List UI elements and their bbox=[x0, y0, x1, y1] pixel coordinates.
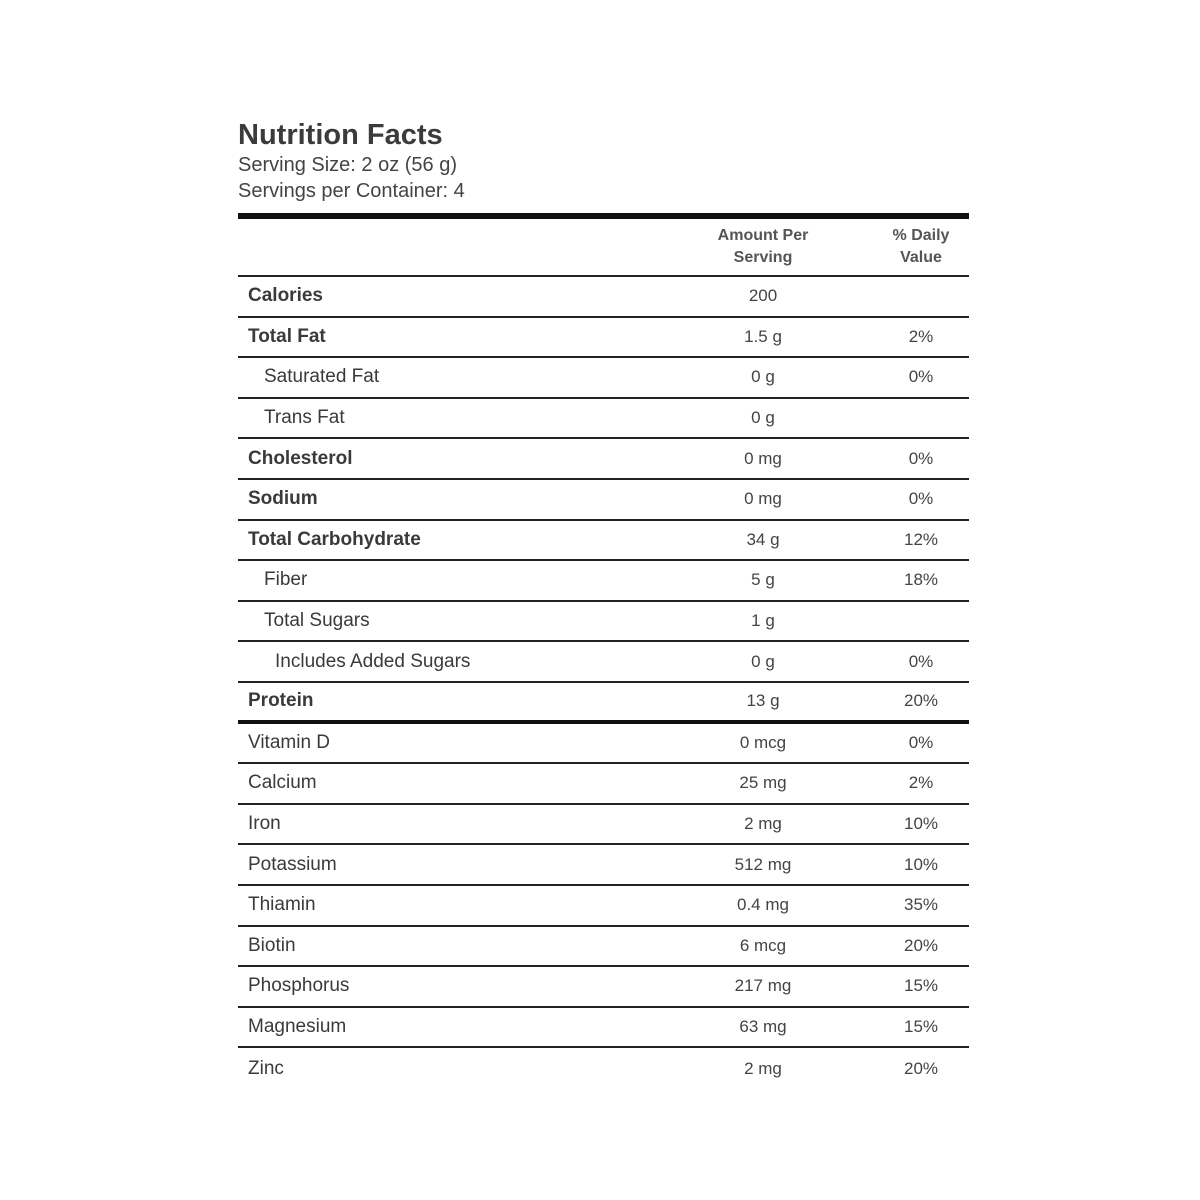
serving-size: Serving Size: 2 oz (56 g) bbox=[238, 154, 457, 176]
nutrient-name: Total Carbohydrate bbox=[248, 528, 421, 550]
nutrient-name: Zinc bbox=[248, 1057, 284, 1079]
table-row bbox=[238, 480, 969, 521]
nutrient-name: Saturated Fat bbox=[264, 366, 380, 388]
nutrient-daily-value: 12% bbox=[903, 529, 939, 549]
nutrient-amount: 200 bbox=[748, 286, 778, 306]
table-row bbox=[238, 642, 969, 683]
nutrient-rows bbox=[238, 277, 969, 1089]
nutrient-amount: 5 g bbox=[751, 570, 775, 590]
nutrient-daily-value: 0% bbox=[908, 732, 934, 752]
header-daily-value-label: % Daily Value bbox=[892, 227, 950, 266]
nutrient-amount: 34 g bbox=[746, 529, 780, 549]
table-row bbox=[238, 724, 969, 765]
nutrient-name: Calcium bbox=[248, 772, 317, 794]
nutrient-name: Fiber bbox=[264, 569, 308, 591]
nutrient-amount: 13 g bbox=[746, 691, 780, 711]
nutrient-amount: 6 mcg bbox=[739, 935, 787, 955]
nutrient-amount: 0 g bbox=[751, 651, 775, 671]
table-row bbox=[238, 318, 969, 359]
nutrient-amount: 217 mg bbox=[734, 976, 792, 996]
nutrient-amount: 2 mg bbox=[744, 1058, 782, 1078]
nutrition-facts-label bbox=[238, 118, 969, 1089]
nutrient-name: Biotin bbox=[248, 934, 296, 956]
nutrient-daily-value: 18% bbox=[903, 570, 939, 590]
nutrient-name: Includes Added Sugars bbox=[275, 650, 471, 672]
nutrient-daily-value: 10% bbox=[903, 854, 939, 874]
nutrient-name: Trans Fat bbox=[264, 407, 345, 429]
label-title: Nutrition Facts bbox=[238, 119, 443, 151]
nutrient-name: Total Sugars bbox=[264, 610, 370, 632]
servings-per-container: Servings per Container: 4 bbox=[238, 180, 465, 202]
nutrient-amount: 0 g bbox=[751, 408, 775, 428]
nutrient-daily-value: 10% bbox=[903, 814, 939, 834]
table-row bbox=[238, 683, 969, 724]
nutrient-name: Vitamin D bbox=[248, 731, 331, 753]
nutrient-amount: 63 mg bbox=[739, 1016, 787, 1036]
table-row bbox=[238, 1048, 969, 1089]
table-row bbox=[238, 764, 969, 805]
nutrient-name: Iron bbox=[248, 813, 281, 835]
nutrient-daily-value: 35% bbox=[903, 895, 939, 915]
table-row bbox=[238, 967, 969, 1008]
nutrient-daily-value: 0% bbox=[908, 489, 934, 509]
header-amount-per-serving bbox=[653, 225, 873, 269]
nutrient-amount: 0.4 mg bbox=[737, 895, 789, 915]
nutrient-daily-value: 15% bbox=[903, 1016, 939, 1036]
nutrient-daily-value: 2% bbox=[908, 326, 934, 346]
table-row bbox=[238, 1008, 969, 1049]
table-row bbox=[238, 358, 969, 399]
table-row bbox=[238, 399, 969, 440]
table-header-row bbox=[238, 219, 969, 277]
nutrient-daily-value: 0% bbox=[908, 651, 934, 671]
nutrient-amount: 2 mg bbox=[744, 814, 782, 834]
table-row bbox=[238, 561, 969, 602]
nutrient-name: Protein bbox=[248, 690, 314, 712]
nutrient-amount: 0 mg bbox=[744, 489, 782, 509]
table-row bbox=[238, 886, 969, 927]
nutrient-amount: 25 mg bbox=[739, 773, 787, 793]
nutrient-amount: 0 mg bbox=[744, 448, 782, 468]
table-row bbox=[238, 602, 969, 643]
table-row bbox=[238, 521, 969, 562]
header-amount-label: Amount Per Serving bbox=[717, 227, 809, 266]
nutrient-daily-value: 15% bbox=[903, 976, 939, 996]
nutrient-name: Cholesterol bbox=[248, 447, 353, 469]
table-row bbox=[238, 439, 969, 480]
nutrient-daily-value: 20% bbox=[903, 691, 939, 711]
nutrient-name: Magnesium bbox=[248, 1015, 347, 1037]
table-row bbox=[238, 805, 969, 846]
nutrient-daily-value: 20% bbox=[903, 935, 939, 955]
nutrient-name: Phosphorus bbox=[248, 975, 350, 997]
nutrient-daily-value: 2% bbox=[908, 773, 934, 793]
nutrient-name: Sodium bbox=[248, 488, 318, 510]
nutrient-amount: 1 g bbox=[751, 611, 775, 631]
header-daily-value bbox=[873, 225, 969, 269]
nutrient-daily-value: 20% bbox=[903, 1058, 939, 1078]
nutrient-name: Potassium bbox=[248, 853, 337, 875]
nutrient-name: Thiamin bbox=[248, 894, 316, 916]
table-row bbox=[238, 927, 969, 968]
nutrient-name: Calories bbox=[248, 285, 323, 307]
table-row bbox=[238, 277, 969, 318]
nutrient-amount: 0 g bbox=[751, 367, 775, 387]
nutrient-daily-value: 0% bbox=[908, 448, 934, 468]
nutrient-amount: 0 mcg bbox=[739, 732, 787, 752]
nutrient-daily-value: 0% bbox=[908, 367, 934, 387]
nutrient-amount: 1.5 g bbox=[744, 326, 782, 346]
nutrient-name: Total Fat bbox=[248, 325, 326, 347]
nutrient-amount: 512 mg bbox=[734, 854, 792, 874]
table-row bbox=[238, 845, 969, 886]
